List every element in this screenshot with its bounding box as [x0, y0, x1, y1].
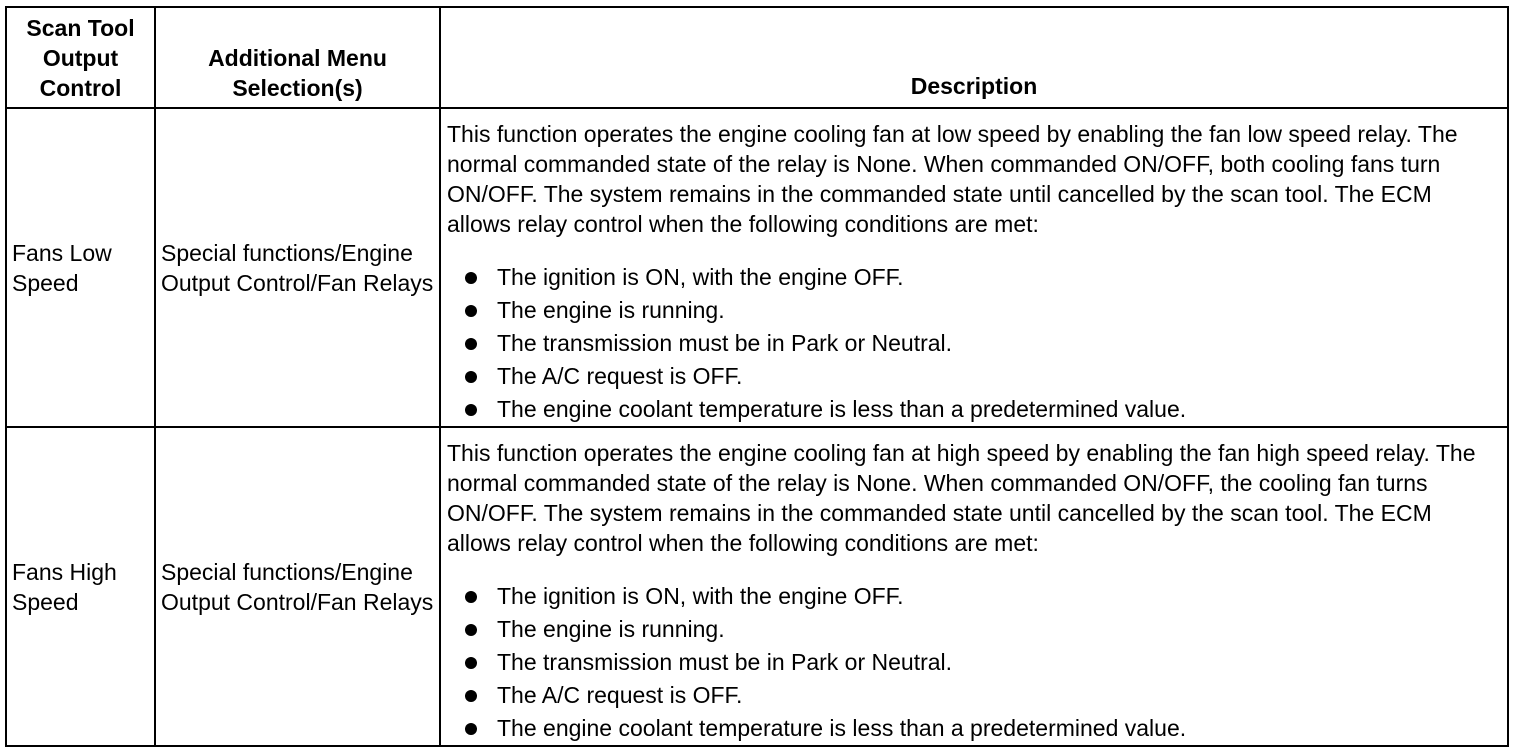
row-menu-selection: Special functions/Engine Output Control/Fan Relays: [155, 108, 440, 427]
condition-item: The engine is running.: [447, 613, 1499, 646]
row-menu-selection: Special functions/Engine Output Control/Fan Relays: [155, 427, 440, 746]
condition-item: The A/C request is OFF.: [447, 360, 1499, 393]
conditions-list: [447, 261, 1499, 426]
condition-item: The A/C request is OFF.: [447, 679, 1499, 712]
bullet-icon: [465, 624, 477, 636]
condition-item: The transmission must be in Park or Neutral.: [447, 327, 1499, 360]
bullet-icon: [465, 657, 477, 669]
header-description: Description: [440, 7, 1508, 108]
bullet-icon: [465, 305, 477, 317]
bullet-icon: [465, 338, 477, 350]
bullet-icon: [465, 371, 477, 383]
description-text: This function operates the engine cooling fan at low speed by enabling the fan low speed relay. The normal commanded state of the relay is None. When commanded ON/OFF, both cooling fans turn ON/OFF. The system remains in the commanded state until cancelled by the scan tool. The ECM allows relay control when the following conditions are met:: [447, 121, 1458, 237]
output-control-table: [5, 6, 1509, 747]
row-description: [440, 427, 1508, 746]
condition-item: The engine coolant temperature is less than a predetermined value.: [447, 712, 1499, 745]
conditions-list: [447, 580, 1499, 745]
condition-item: The ignition is ON, with the engine OFF.: [447, 261, 1499, 294]
bullet-icon: [465, 272, 477, 284]
condition-item: The ignition is ON, with the engine OFF.: [447, 580, 1499, 613]
row-control-name: Fans Low Speed: [6, 108, 155, 427]
table-row: [6, 108, 1508, 427]
table-header-row: [6, 7, 1508, 108]
description-text: This function operates the engine cooling fan at high speed by enabling the fan high speed relay. The normal commanded state of the relay is None. When commanded ON/OFF, the cooling fan turns ON/OFF. The system remains in the commanded state until cancelled by the scan tool. The ECM allows relay control when the following conditions are met:: [447, 440, 1476, 556]
bullet-icon: [465, 404, 477, 416]
table-row: [6, 427, 1508, 746]
bullet-icon: [465, 690, 477, 702]
header-additional-menu-selections: Additional Menu Selection(s): [155, 7, 440, 108]
header-scan-tool-output-control: Scan Tool Output Control: [6, 7, 155, 108]
condition-item: The transmission must be in Park or Neutral.: [447, 646, 1499, 679]
bullet-icon: [465, 723, 477, 735]
condition-item: The engine coolant temperature is less than a predetermined value.: [447, 393, 1499, 426]
condition-item: The engine is running.: [447, 294, 1499, 327]
row-control-name: Fans High Speed: [6, 427, 155, 746]
row-description: [440, 108, 1508, 427]
bullet-icon: [465, 591, 477, 603]
